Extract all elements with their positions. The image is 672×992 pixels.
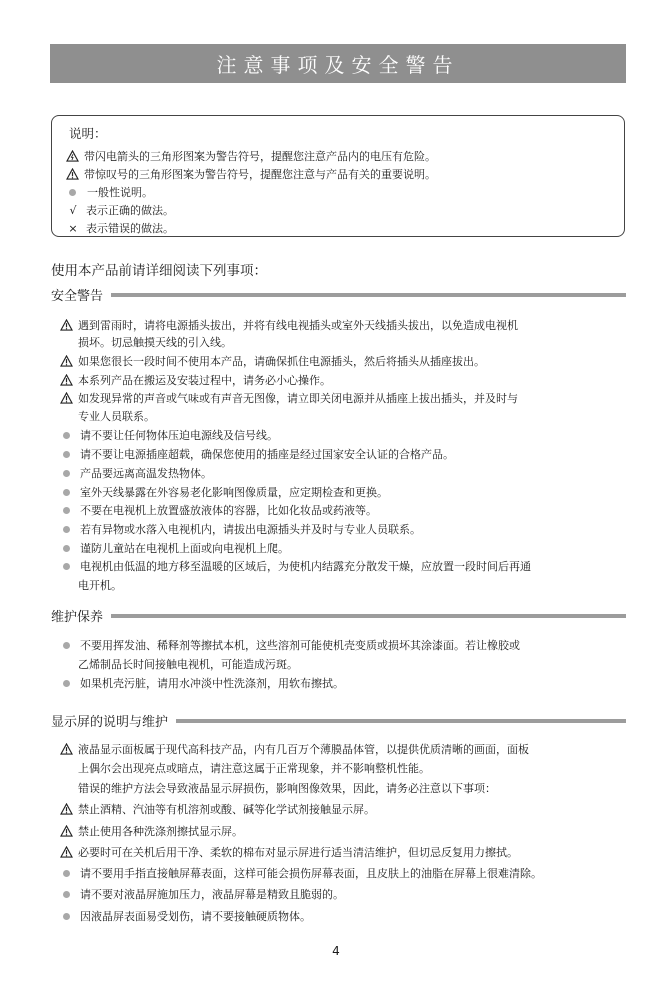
safety-bullet-item [60, 540, 289, 556]
bullet-icon [63, 432, 70, 439]
bullet-icon [63, 489, 70, 496]
bullet-icon [63, 891, 70, 898]
item-text: 如果机壳污脏，请用水冲淡中性洗涤剂，用软布擦拭。 [80, 677, 344, 690]
item-text: 禁止使用各种洗涤剂擦拭显示屏。 [78, 825, 243, 838]
maintenance-bullet-item [60, 675, 344, 691]
safety-bullet-item [60, 465, 212, 481]
notes-heading: 说明： [69, 126, 107, 141]
item-text: 请不要用手指直接触屏幕表面，这样可能会损伤屏幕表面，且皮肤上的油脂在屏幕上很难清除。 [80, 867, 542, 880]
item-text-continued: 专业人员联系。 [78, 410, 155, 423]
display-warning-item [60, 801, 375, 817]
item-text: 请不要让任何物体压迫电源线及信号线。 [80, 429, 278, 442]
item-text: 电视机由低温的地方移至温暖的区域后，为使机内结露充分散发干燥，应放置一段时间后再通 [80, 560, 531, 573]
display-bullet-item [60, 865, 542, 881]
safety-bullet-item [60, 558, 531, 574]
item-text: 本系列产品在搬运及安装过程中，请务必小心操作。 [78, 374, 331, 387]
item-text: 谨防儿童站在电视机上面或向电视机上爬。 [80, 542, 289, 555]
display-warning-item [60, 844, 518, 860]
section-maintenance-heading [51, 606, 626, 625]
section-title: 安全警告 [51, 289, 104, 304]
section-rule [111, 293, 626, 297]
item-text: 遇到雷雨时，请将电源插头拔出，并将有线电视插头或室外天线插头拔出，以免造成电视机 [78, 319, 518, 332]
item-text: 产品要远离高温发热物体。 [80, 467, 212, 480]
bullet-icon [63, 545, 70, 552]
warning-icon [60, 803, 73, 815]
section-title: 显示屏的说明与维护 [51, 715, 169, 730]
bullet-icon [63, 526, 70, 533]
check-icon: √ [69, 203, 77, 217]
section-safety-heading [51, 285, 626, 304]
notes-box [51, 115, 625, 237]
safety-bullet-item [60, 446, 454, 462]
bullet-icon [69, 189, 76, 196]
item-text: 若有异物或水落入电视机内，请拔出电源插头并及时与专业人员联系。 [80, 523, 421, 536]
item-text: 禁止酒精、汽油等有机溶剂或酸、碱等化学试剂接触显示屏。 [78, 803, 375, 816]
item-text-continued: 乙烯制品长时间接触电视机，可能造成污斑。 [78, 658, 298, 671]
item-text: 如发现异常的声音或气味或有声音无图像，请立即关闭电源并从插座上拔出插头，并及时与 [78, 392, 518, 405]
display-warning-item [60, 741, 529, 757]
note-text: 一般性说明。 [87, 186, 153, 199]
maintenance-bullet-item [60, 637, 520, 653]
section-display-heading [51, 711, 626, 730]
safety-warning-item [60, 390, 518, 406]
section-title: 维护保养 [51, 610, 104, 625]
note-text: 带闪电箭头的三角形图案为警告符号，提醒您注意产品内的电压有危险。 [84, 150, 436, 163]
item-text: 不要在电视机上放置盛放液体的容器，比如化妆品或药液等。 [80, 504, 377, 517]
bullet-icon [63, 563, 70, 570]
section-rule [111, 614, 626, 618]
item-text: 请不要对液晶屏施加压力，液晶屏幕是精致且脆弱的。 [80, 888, 344, 901]
warning-icon [60, 825, 73, 837]
intro-text: 使用本产品前请详细阅读下列事项： [51, 263, 267, 279]
item-text: 因液晶屏表面易受划伤，请不要接触硬质物体。 [80, 910, 311, 923]
note-general [66, 184, 153, 200]
warning-icon [60, 392, 73, 404]
bullet-icon [63, 870, 70, 877]
note-exclamation-warning [66, 166, 436, 182]
warning-icon [60, 743, 73, 755]
safety-bullet-item [60, 427, 278, 443]
display-bullet-item [60, 908, 311, 924]
warning-icon [60, 846, 73, 858]
bullet-icon [63, 680, 70, 687]
lightning-warning-icon [66, 150, 79, 162]
note-text: 表示错误的做法。 [86, 222, 174, 235]
note-correct [66, 202, 174, 218]
safety-warning-item [60, 353, 485, 369]
note-text: 带惊叹号的三角形图案为警告符号，提醒您注意与产品有关的重要说明。 [84, 168, 436, 181]
item-text-continued: 错误的维护方法会导致液晶显示屏损伤，影响图像效果，因此，请务必注意以下事项： [78, 782, 496, 795]
item-text: 液晶显示面板属于现代高科技产品，内有几百万个薄膜晶体管，以提供优质清晰的画面，面板 [78, 743, 529, 756]
safety-warning-item [60, 317, 518, 333]
item-text: 不要用挥发油、稀释剂等擦拭本机，这些溶剂可能使机壳变质或损坏其涂漆面。若让橡胶或 [80, 639, 520, 652]
display-warning-item [60, 823, 243, 839]
warning-icon [60, 355, 73, 367]
safety-bullet-item [60, 521, 421, 537]
item-text: 请不要让电源插座超载，确保您使用的插座是经过国家安全认证的合格产品。 [80, 448, 454, 461]
item-text: 如果您很长一段时间不使用本产品，请确保抓住电源插头，然后将插头从插座拔出。 [78, 355, 485, 368]
item-text: 室外天线暴露在外容易老化影响图像质量，应定期检查和更换。 [80, 486, 388, 499]
cross-icon: × [68, 221, 78, 235]
bullet-icon [63, 913, 70, 920]
page-number: 4 [332, 944, 340, 958]
exclamation-warning-icon [66, 168, 79, 180]
warning-icon [60, 374, 73, 386]
safety-bullet-item [60, 484, 388, 500]
item-text: 必要时可在关机后用干净、柔软的棉布对显示屏进行适当清洁维护，但切忌反复用力擦拭。 [78, 846, 518, 859]
display-bullet-item [60, 886, 344, 902]
note-wrong [66, 220, 174, 236]
item-text-continued: 上偶尔会出现亮点或暗点，请注意这属于正常现象，并不影响整机性能。 [78, 762, 430, 775]
note-text: 表示正确的做法。 [86, 204, 174, 217]
warning-icon [60, 319, 73, 331]
page-title: 注意事项及安全警告 [50, 44, 626, 83]
bullet-icon [63, 470, 70, 477]
bullet-icon [63, 642, 70, 649]
section-rule [176, 719, 626, 723]
bullet-icon [63, 451, 70, 458]
note-lightning-warning [66, 148, 436, 164]
bullet-icon [63, 507, 70, 514]
safety-bullet-item [60, 502, 377, 518]
item-text-continued: 电开机。 [78, 579, 122, 592]
item-text-continued: 损坏。切忌触摸天线的引入线。 [78, 336, 232, 349]
safety-warning-item [60, 372, 331, 388]
